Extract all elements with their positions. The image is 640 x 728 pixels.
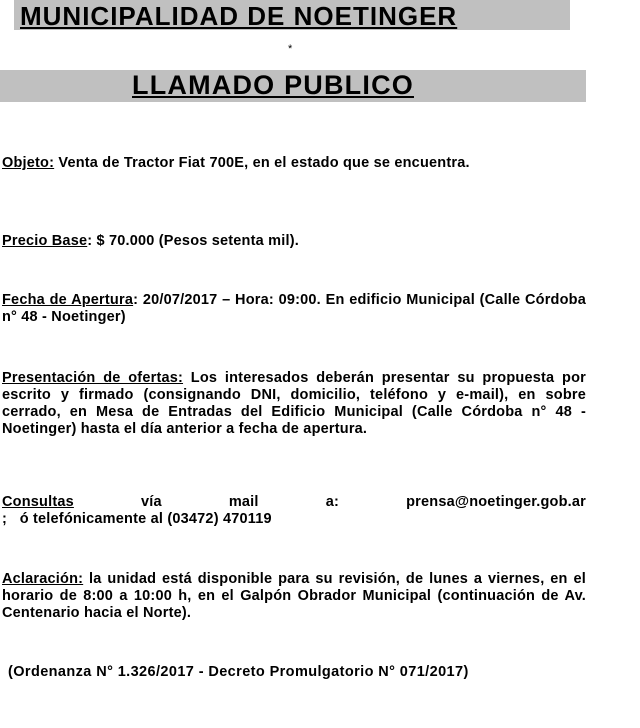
fecha-paragraph <box>2 292 586 326</box>
precio-label: Precio Base <box>2 233 88 249</box>
consultas-label: Consultas <box>2 494 74 510</box>
aclaracion-text: la unidad está disponible para su revisión, de lunes a viernes, en el horario de 8:00 a 10:00 h, en el Galpón Obrador Municipal (continuación de Av. Centenario hacia el Norte). <box>2 571 586 621</box>
page-subtitle: LLAMADO PUBLICO <box>132 70 414 100</box>
consultas-word-mail: mail <box>228 494 259 510</box>
fecha-text: : 20/07/2017 – Hora: 09:00. En edificio Municipal (Calle Córdoba n° 48 - Noetinger) <box>2 292 586 325</box>
consultas-first-line <box>2 494 586 511</box>
page-title: MUNICIPALIDAD DE NOETINGER <box>20 1 458 31</box>
precio-text: : $ 70.000 (Pesos setenta mil). <box>87 233 299 249</box>
separator-star: * <box>288 43 293 55</box>
consultas-word-via: vía <box>140 494 162 510</box>
consultas-phone-line: ; ó telefónicamente al (03472) 470119 <box>2 511 272 527</box>
objeto-paragraph <box>2 155 586 172</box>
consultas-email-link[interactable]: prensa@noetinger.gob.ar <box>406 494 586 510</box>
precio-paragraph <box>2 233 586 250</box>
footer-ordinance: (Ordenanza N° 1.326/2017 - Decreto Promulgatorio N° 071/2017) <box>8 664 469 680</box>
presentacion-text: Los interesados deberán presentar su propuesta por escrito y firmado (consignando DNI, domicilio, teléfono y e-mail), en sobre cerrado, en Mesa de Entradas del Edificio Municipal (Calle Córdoba n° 48 - Noetinger) hasta el día anterior a fecha de apertura. <box>2 370 586 437</box>
objeto-label: Objeto: <box>2 155 55 171</box>
consultas-word-a: a: <box>325 494 340 510</box>
presentacion-paragraph <box>2 370 586 438</box>
objeto-text: Venta de Tractor Fiat 700E, en el estado que se encuentra. <box>54 155 470 171</box>
consultas-paragraph <box>2 494 586 528</box>
aclaracion-paragraph <box>2 571 586 622</box>
aclaracion-label: Aclaración: <box>2 571 84 587</box>
presentacion-label: Presentación de ofertas: <box>2 370 184 386</box>
fecha-label: Fecha de Apertura <box>2 292 134 308</box>
